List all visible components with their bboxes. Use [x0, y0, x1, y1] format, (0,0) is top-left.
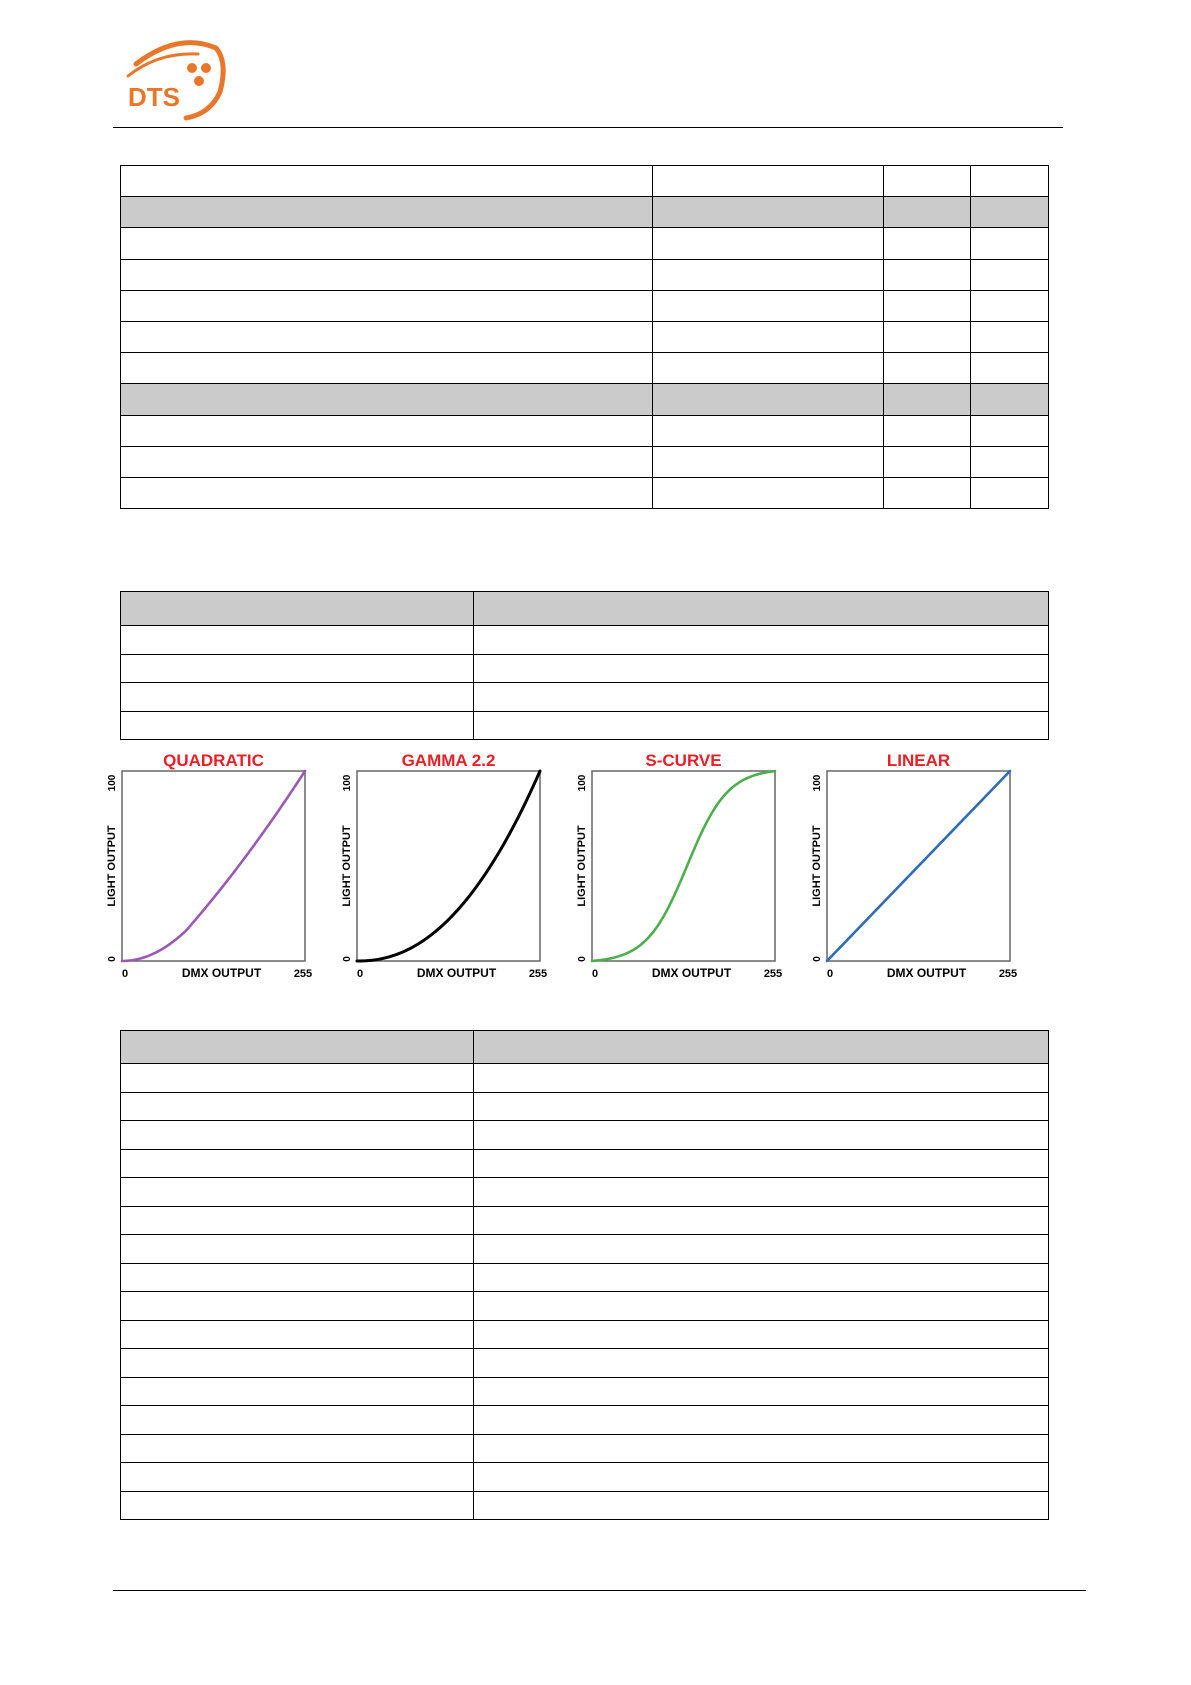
table-row	[121, 477, 1049, 508]
table-cell	[121, 259, 653, 290]
y-axis-label: LIGHT OUTPUT	[576, 825, 588, 907]
table-cell	[121, 1377, 474, 1406]
table-cell	[121, 626, 474, 655]
table-cell	[474, 1377, 1049, 1406]
table-row	[121, 446, 1049, 477]
y-tick-label: 100	[812, 774, 823, 792]
x-axis-label: DMX OUTPUT	[181, 966, 262, 980]
table-cell	[121, 711, 474, 740]
x-tick-label: 255	[528, 968, 548, 980]
table-cell	[971, 477, 1049, 508]
table-row	[121, 415, 1049, 446]
table-cell	[121, 1149, 474, 1178]
chart-frame	[122, 771, 305, 961]
curve-line	[592, 771, 775, 961]
table-cell	[474, 1206, 1049, 1235]
table-cell	[971, 197, 1049, 228]
x-tick-label: 0	[121, 968, 129, 980]
table-cell	[474, 654, 1049, 683]
dimmer-curves	[106, 751, 1050, 1002]
dts-logo	[118, 40, 228, 120]
curve-line	[122, 771, 305, 961]
table-cell	[653, 353, 884, 384]
table-cell	[884, 384, 971, 415]
table-cell	[474, 1434, 1049, 1463]
x-tick-label: 0	[591, 968, 599, 980]
table-cell	[884, 415, 971, 446]
table-cell	[653, 415, 884, 446]
table-cell	[653, 477, 884, 508]
table-row	[121, 321, 1049, 352]
table-row	[121, 1121, 1049, 1150]
table-cell	[121, 1092, 474, 1121]
table-cell	[884, 166, 971, 197]
table-cell	[474, 592, 1049, 626]
table-cell	[653, 259, 884, 290]
table-row	[121, 654, 1049, 683]
table-cell	[474, 1292, 1049, 1321]
table-3	[120, 1030, 1049, 1520]
table-cell	[121, 1434, 474, 1463]
table-row	[121, 353, 1049, 384]
table-cell	[653, 290, 884, 321]
table-cell	[971, 259, 1049, 290]
table-cell	[884, 446, 971, 477]
table-2	[120, 591, 1049, 740]
table-row	[121, 1031, 1049, 1064]
table-row	[121, 166, 1049, 197]
table-cell	[474, 1235, 1049, 1264]
y-axis-label: LIGHT OUTPUT	[341, 825, 353, 907]
table-cell	[971, 228, 1049, 259]
table-cell	[884, 353, 971, 384]
table-cell	[121, 1463, 474, 1492]
table-row	[121, 683, 1049, 712]
chart-frame	[592, 771, 775, 961]
table-cell	[884, 477, 971, 508]
y-tick-label: 0	[107, 956, 118, 962]
table-row	[121, 228, 1049, 259]
table-cell	[121, 592, 474, 626]
table-row	[121, 1149, 1049, 1178]
chart-frame	[357, 771, 540, 961]
table-cell	[121, 1263, 474, 1292]
table-cell	[971, 290, 1049, 321]
table-cell	[971, 415, 1049, 446]
table-cell	[121, 1235, 474, 1264]
table-cell	[971, 384, 1049, 415]
table-cell	[653, 384, 884, 415]
chart-title: S-CURVE	[645, 751, 722, 770]
y-tick-label: 0	[812, 956, 823, 962]
table-row	[121, 259, 1049, 290]
table-row	[121, 1349, 1049, 1378]
table-cell	[121, 228, 653, 259]
table-cell	[971, 353, 1049, 384]
table-cell	[121, 1121, 474, 1150]
table-cell	[474, 1349, 1049, 1378]
table-cell	[884, 290, 971, 321]
table-cell	[474, 1491, 1049, 1520]
y-tick-label: 100	[342, 774, 353, 792]
table-row	[121, 1263, 1049, 1292]
y-axis-label: LIGHT OUTPUT	[811, 825, 823, 907]
table-cell	[474, 711, 1049, 740]
footer-rule	[113, 1590, 1086, 1591]
table-row	[121, 711, 1049, 740]
table-row	[121, 1377, 1049, 1406]
x-axis-label: DMX OUTPUT	[886, 966, 967, 980]
table-1	[120, 165, 1049, 509]
y-tick-label: 0	[342, 956, 353, 962]
table-cell	[121, 1491, 474, 1520]
table-cell	[121, 1031, 474, 1064]
table-cell	[121, 166, 653, 197]
table-cell	[884, 197, 971, 228]
table-row	[121, 1491, 1049, 1520]
table-cell	[474, 1092, 1049, 1121]
table-cell	[121, 197, 653, 228]
table-cell	[474, 1406, 1049, 1435]
x-axis-label: DMX OUTPUT	[651, 966, 732, 980]
table-cell	[474, 1149, 1049, 1178]
table-cell	[653, 166, 884, 197]
x-tick-label: 0	[356, 968, 364, 980]
table-cell	[971, 446, 1049, 477]
y-tick-label: 100	[577, 774, 588, 792]
x-tick-label: 255	[293, 968, 313, 980]
table-row	[121, 1235, 1049, 1264]
logo-text: DTS	[128, 82, 180, 112]
table-cell	[121, 477, 653, 508]
table-row	[121, 290, 1049, 321]
table-cell	[121, 446, 653, 477]
table-cell	[474, 1320, 1049, 1349]
table-cell	[121, 1206, 474, 1235]
table-cell	[474, 683, 1049, 712]
table-row	[121, 1092, 1049, 1121]
table-cell	[121, 654, 474, 683]
table-row	[121, 592, 1049, 626]
curve-line	[357, 771, 540, 961]
table-cell	[653, 446, 884, 477]
table-row	[121, 1064, 1049, 1093]
header-rule	[113, 127, 1063, 128]
table-cell	[653, 228, 884, 259]
table-cell	[653, 321, 884, 352]
table-row	[121, 197, 1049, 228]
table-cell	[884, 228, 971, 259]
x-axis-label: DMX OUTPUT	[416, 966, 497, 980]
table-cell	[121, 1406, 474, 1435]
table-cell	[971, 166, 1049, 197]
y-axis-label: LIGHT OUTPUT	[106, 825, 118, 907]
table-row	[121, 1178, 1049, 1207]
table-cell	[474, 626, 1049, 655]
chart-title: GAMMA 2.2	[401, 751, 496, 770]
table-cell	[474, 1064, 1049, 1093]
table-cell	[884, 321, 971, 352]
table-row	[121, 1434, 1049, 1463]
x-tick-label: 255	[763, 968, 783, 980]
chart-title: LINEAR	[886, 751, 951, 770]
table-cell	[121, 1292, 474, 1321]
table-cell	[653, 197, 884, 228]
table-cell	[884, 259, 971, 290]
table-row	[121, 626, 1049, 655]
curve-line	[827, 771, 1010, 961]
table-cell	[474, 1263, 1049, 1292]
table-cell	[121, 1064, 474, 1093]
table-cell	[971, 321, 1049, 352]
table-row	[121, 1320, 1049, 1349]
table-row	[121, 1406, 1049, 1435]
y-tick-label: 100	[107, 774, 118, 792]
table-cell	[121, 290, 653, 321]
table-row	[121, 1463, 1049, 1492]
table-cell	[121, 683, 474, 712]
table-cell	[121, 353, 653, 384]
table-cell	[474, 1178, 1049, 1207]
table-row	[121, 1292, 1049, 1321]
table-cell	[121, 1178, 474, 1207]
x-tick-label: 0	[826, 968, 834, 980]
table-cell	[121, 321, 653, 352]
chart-title: QUADRATIC	[163, 751, 264, 770]
table-cell	[121, 1349, 474, 1378]
table-cell	[121, 415, 653, 446]
table-row	[121, 1206, 1049, 1235]
table-row	[121, 384, 1049, 415]
table-cell	[121, 1320, 474, 1349]
table-cell	[474, 1121, 1049, 1150]
table-cell	[121, 384, 653, 415]
y-tick-label: 0	[577, 956, 588, 962]
table-cell	[474, 1031, 1049, 1064]
x-tick-label: 255	[998, 968, 1018, 980]
table-cell	[474, 1463, 1049, 1492]
